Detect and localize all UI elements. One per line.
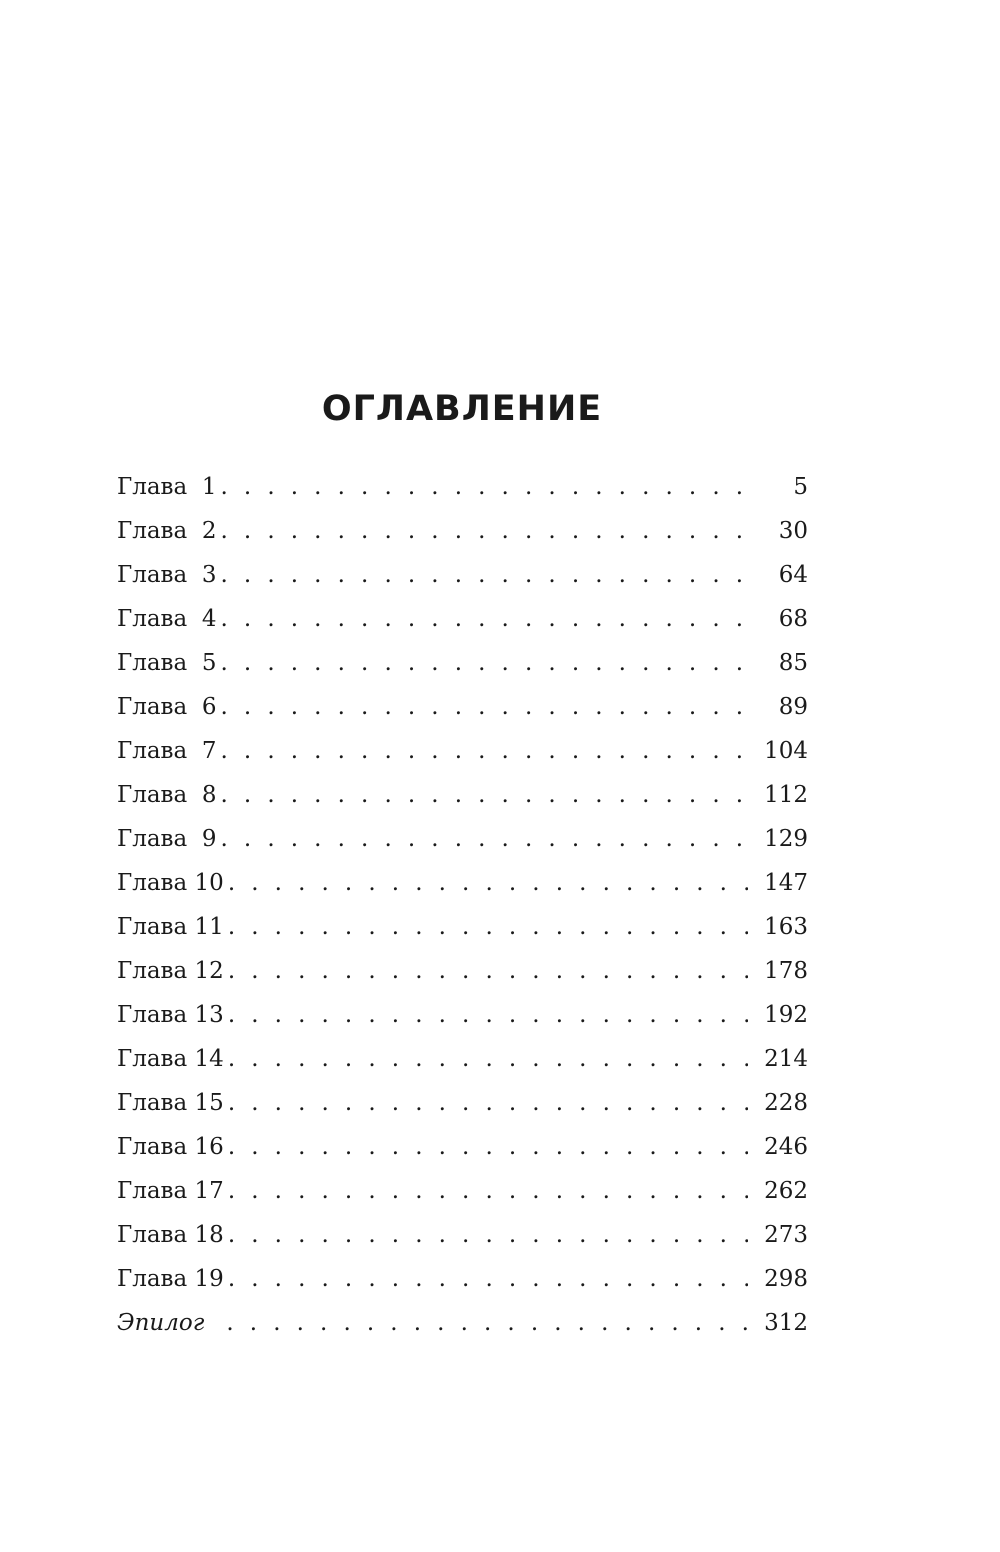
toc-entry-18[interactable] bbox=[117, 1213, 808, 1257]
toc-entry-label: Глава 4 bbox=[117, 597, 220, 641]
toc-entry-number: 10 bbox=[194, 870, 224, 896]
toc-entry-label: Глава 7 bbox=[117, 729, 220, 773]
toc-entry-page: 214 bbox=[748, 1037, 808, 1081]
toc-entry-5[interactable] bbox=[117, 641, 808, 685]
dot-leader bbox=[220, 597, 748, 641]
dot-leader bbox=[228, 1213, 748, 1257]
toc-entry-label: Глава 2 bbox=[117, 509, 220, 553]
toc-entry-label: Глава 15 bbox=[117, 1081, 228, 1125]
toc-entry-page: 85 bbox=[748, 641, 808, 685]
dot-leader bbox=[220, 553, 748, 597]
toc-entry-19[interactable] bbox=[117, 1257, 808, 1301]
toc-entry-12[interactable] bbox=[117, 949, 808, 993]
toc-entry-6[interactable] bbox=[117, 685, 808, 729]
toc-entry-page: 262 bbox=[748, 1169, 808, 1213]
toc-entry-11[interactable] bbox=[117, 905, 808, 949]
dot-leader bbox=[220, 773, 748, 817]
toc-entry-label: Глава 1 bbox=[117, 465, 220, 509]
dot-leader bbox=[228, 949, 748, 993]
toc-entry-number: 16 bbox=[194, 1134, 224, 1160]
toc-entry-page: 228 bbox=[748, 1081, 808, 1125]
toc-entry-label: Глава 14 bbox=[117, 1037, 228, 1081]
toc-entry-label: Глава 5 bbox=[117, 641, 220, 685]
toc-entry-page: 68 bbox=[748, 597, 808, 641]
dot-leader bbox=[228, 1257, 748, 1301]
toc-entry-number: 19 bbox=[194, 1266, 224, 1292]
toc-entry-page: 178 bbox=[748, 949, 808, 993]
toc-entry-number: 18 bbox=[194, 1222, 224, 1248]
dot-leader bbox=[220, 509, 748, 553]
toc-entry-number: 6 bbox=[201, 694, 217, 720]
toc-entry-page: 147 bbox=[748, 861, 808, 905]
toc-entry-15[interactable] bbox=[117, 1081, 808, 1125]
toc-list bbox=[117, 465, 808, 1345]
toc-entry-number: 5 bbox=[201, 650, 217, 676]
dot-leader bbox=[220, 729, 748, 773]
dot-leader bbox=[228, 1037, 748, 1081]
toc-entry-14[interactable] bbox=[117, 1037, 808, 1081]
toc-entry-number: 14 bbox=[194, 1046, 224, 1072]
toc-entry-8[interactable] bbox=[117, 773, 808, 817]
dot-leader bbox=[228, 993, 748, 1037]
toc-entry-label: Глава 16 bbox=[117, 1125, 228, 1169]
toc-entry-page: 129 bbox=[748, 817, 808, 861]
toc-entry-page: 5 bbox=[748, 465, 808, 509]
toc-entry-label: Глава 19 bbox=[117, 1257, 228, 1301]
toc-entry-label: Глава 18 bbox=[117, 1213, 228, 1257]
toc-entry-label: Эпилог bbox=[117, 1301, 208, 1345]
toc-entry-page: 298 bbox=[748, 1257, 808, 1301]
toc-entry-number: 13 bbox=[194, 1002, 224, 1028]
toc-entry-page: 64 bbox=[748, 553, 808, 597]
dot-leader bbox=[220, 817, 748, 861]
toc-entry-9[interactable] bbox=[117, 817, 808, 861]
dot-leader bbox=[228, 905, 748, 949]
toc-entry-label: Глава 9 bbox=[117, 817, 220, 861]
toc-entry-page: 163 bbox=[748, 905, 808, 949]
toc-entry-number: 8 bbox=[201, 782, 217, 808]
page-title: ОГЛАВЛЕНИЕ bbox=[321, 389, 603, 429]
toc-entry-label: Глава 13 bbox=[117, 993, 228, 1037]
toc-entry-number: 7 bbox=[201, 738, 217, 764]
dot-leader bbox=[220, 685, 748, 729]
toc-entry-label: Глава 3 bbox=[117, 553, 220, 597]
toc-entry-number: 2 bbox=[201, 518, 217, 544]
dot-leader bbox=[220, 641, 748, 685]
toc-entry-page: 112 bbox=[748, 773, 808, 817]
toc-entry-10[interactable] bbox=[117, 861, 808, 905]
toc-entry-1[interactable] bbox=[117, 465, 808, 509]
dot-leader bbox=[226, 1301, 748, 1345]
toc-entry-number: 17 bbox=[194, 1178, 224, 1204]
toc-entry-number: 15 bbox=[194, 1090, 224, 1116]
toc-entry-label: Глава 6 bbox=[117, 685, 220, 729]
toc-entry-number: 9 bbox=[201, 826, 217, 852]
toc-entry-7[interactable] bbox=[117, 729, 808, 773]
dot-leader bbox=[228, 861, 748, 905]
toc-entry-page: 192 bbox=[748, 993, 808, 1037]
toc-entry-label: Глава 17 bbox=[117, 1169, 228, 1213]
toc-entry-13[interactable] bbox=[117, 993, 808, 1037]
toc-entry-number: 1 bbox=[201, 474, 217, 500]
toc-entry-label: Глава 11 bbox=[117, 905, 228, 949]
dot-leader bbox=[228, 1169, 748, 1213]
toc-entry-page: 104 bbox=[748, 729, 808, 773]
toc-entry-number: 3 bbox=[201, 562, 217, 588]
toc-entry-page: 30 bbox=[748, 509, 808, 553]
toc-entry-4[interactable] bbox=[117, 597, 808, 641]
toc-entry-page: 312 bbox=[748, 1301, 808, 1345]
toc-entry-page: 273 bbox=[748, 1213, 808, 1257]
toc-entry-label: Глава 10 bbox=[117, 861, 228, 905]
dot-leader bbox=[228, 1081, 748, 1125]
toc-entry-label: Глава 8 bbox=[117, 773, 220, 817]
toc-entry-3[interactable] bbox=[117, 553, 808, 597]
toc-entry-16[interactable] bbox=[117, 1125, 808, 1169]
dot-leader bbox=[228, 1125, 748, 1169]
toc-entry-page: 89 bbox=[748, 685, 808, 729]
toc-entry-number: 4 bbox=[201, 606, 217, 632]
dot-leader bbox=[220, 465, 748, 509]
toc-entry-epilogue[interactable] bbox=[117, 1301, 808, 1345]
toc-entry-number: 11 bbox=[194, 914, 224, 940]
toc-entry-label: Глава 12 bbox=[117, 949, 228, 993]
toc-entry-17[interactable] bbox=[117, 1169, 808, 1213]
toc-entry-number: 12 bbox=[194, 958, 224, 984]
toc-entry-page: 246 bbox=[748, 1125, 808, 1169]
toc-entry-2[interactable] bbox=[117, 509, 808, 553]
